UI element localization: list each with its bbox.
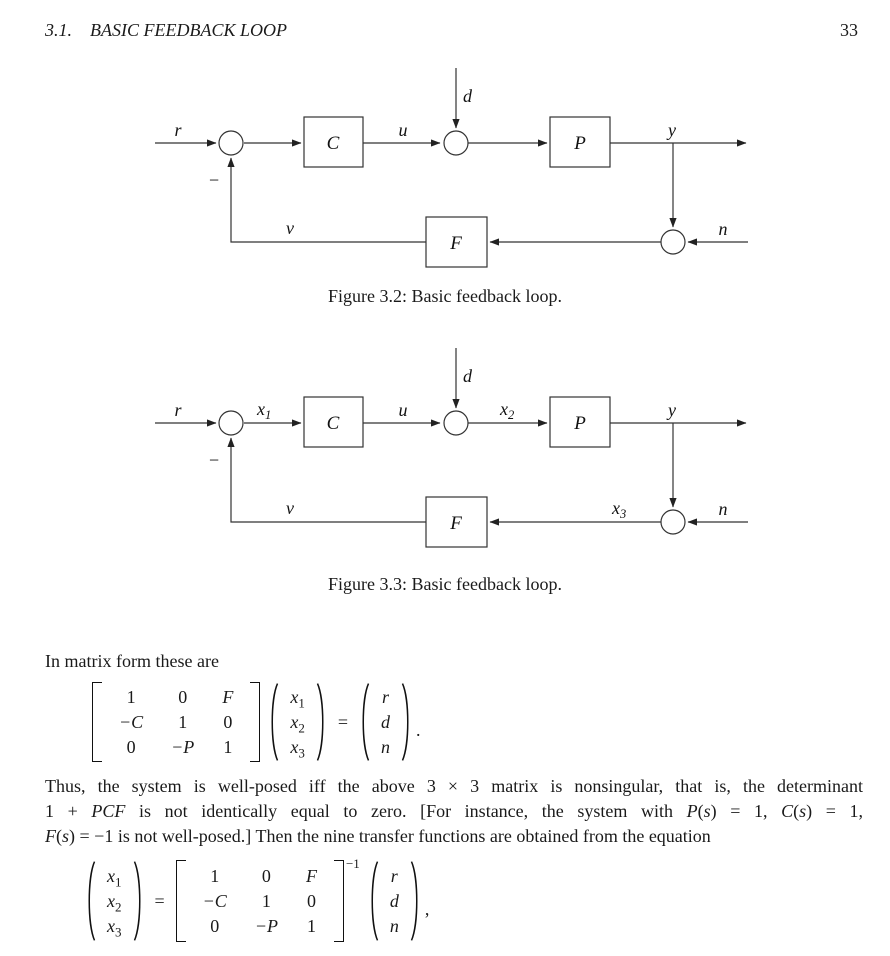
label-x2: $x_2$ (500, 399, 515, 422)
right-paren (401, 682, 412, 762)
summing-junction-disturbance (444, 131, 468, 155)
matrix-cell: 1 (210, 865, 220, 886)
figure-3-3-diagram (0, 340, 890, 570)
spacer (260, 681, 268, 763)
matrix-cell: 0 (126, 736, 136, 757)
label-block-F: F (450, 513, 462, 534)
matrix-cell: 0 (178, 686, 188, 707)
vector-cell: d (389, 890, 399, 911)
intro-text: In matrix form these are (45, 651, 219, 671)
vector-cell: n (380, 736, 390, 757)
label-x1: $x_1$ (257, 399, 272, 422)
vector-cell: $x_1$ (290, 686, 305, 711)
equation-comma: , (424, 898, 430, 919)
label-v: v (286, 498, 294, 518)
matrix-cell: 1 (126, 686, 136, 707)
matrix-cell: F (305, 865, 317, 886)
label-block-P: P (574, 133, 586, 154)
label-block-C: C (326, 133, 340, 154)
inverse-exponent: −1 (345, 856, 360, 871)
label-block-P: P (574, 413, 586, 434)
system-matrix (189, 859, 331, 943)
left-square-bracket (176, 860, 186, 942)
matrix-cell: 1 (306, 915, 316, 936)
left-paren (268, 682, 279, 762)
right-square-bracket (334, 860, 344, 942)
matrix-cell: 1 (178, 711, 188, 732)
vector-cell: $x_1$ (107, 865, 122, 890)
label-d: d (463, 366, 472, 386)
v-return-line (231, 438, 426, 522)
vector-cell: $x_2$ (107, 890, 122, 915)
label-u: u (398, 120, 408, 140)
page-header (45, 20, 858, 41)
matrix-cell: 0 (223, 711, 233, 732)
vector-cell: d (380, 711, 390, 732)
v-return-line (231, 158, 426, 242)
vector-cell: $x_2$ (290, 711, 305, 736)
state-vector (96, 859, 133, 943)
spacer (360, 859, 368, 943)
vector-cell: r (381, 686, 389, 707)
label-block-C: C (326, 413, 340, 434)
vector-cell: $x_3$ (290, 736, 305, 761)
equals-sign: = (337, 711, 348, 732)
summing-junction-noise (661, 510, 685, 534)
label-y: y (668, 120, 676, 140)
left-paren (85, 860, 96, 942)
matrix-cell: 1 (223, 736, 233, 757)
summing-junction-disturbance (444, 411, 468, 435)
vector-cell: n (389, 915, 399, 936)
paragraph-line: 1 + PCF is not identically equal to zero. [For instance, the system with P(s) = 1, C(s) = 1, (45, 801, 863, 821)
vector-cell: r (390, 865, 398, 886)
body-paragraph (45, 774, 863, 849)
minus-sign: − (207, 170, 221, 190)
input-vector (379, 859, 410, 943)
label-n: n (718, 219, 728, 239)
matrix-cell: −P (254, 915, 278, 936)
matrix-cell: 0 (210, 915, 220, 936)
paragraph-line: Thus, the system is well-posed iff the above 3 × 3 matrix is nonsingular, that is, the determinant (45, 776, 863, 796)
left-paren (368, 860, 379, 942)
matrix-cell: −C (119, 711, 144, 732)
vector-cell: $x_3$ (107, 915, 122, 940)
system-matrix (105, 681, 247, 763)
label-x3: $x_3$ (612, 498, 627, 521)
label-u: u (398, 400, 408, 420)
label-r: r (174, 400, 182, 420)
label-n: n (718, 499, 728, 519)
section-title: BASIC FEEDBACK LOOP (90, 20, 287, 40)
matrix-equation-1 (92, 681, 420, 763)
input-vector (370, 681, 401, 763)
label-r: r (174, 120, 182, 140)
state-vector (279, 681, 316, 763)
matrix-cell: −P (171, 736, 195, 757)
left-paren (359, 682, 370, 762)
label-d: d (463, 86, 472, 106)
section-number: 3.1. (45, 20, 72, 40)
page-number: 33 (840, 20, 858, 40)
minus-sign: − (207, 450, 221, 470)
matrix-cell: 0 (306, 890, 316, 911)
summing-junction-input (219, 411, 243, 435)
matrix-cell: F (222, 686, 234, 707)
matrix-equation-2 (85, 856, 430, 943)
right-paren (410, 860, 421, 942)
right-paren (316, 682, 327, 762)
label-v: v (286, 218, 294, 238)
right-paren (133, 860, 144, 942)
label-block-F: F (450, 233, 462, 254)
matrix-cell: −C (202, 890, 227, 911)
summing-junction-noise (661, 230, 685, 254)
equation-period: . (415, 719, 421, 740)
running-title (45, 20, 287, 41)
matrix-cell: 1 (261, 890, 271, 911)
equals-sign: = (154, 890, 165, 911)
left-square-bracket (92, 682, 102, 762)
figure-3-2-diagram (0, 60, 890, 290)
figure-3-3-caption: Figure 3.3: Basic feedback loop. (328, 574, 562, 594)
paragraph-line: F(s) = −1 is not well-posed.] Then the nine transfer functions are obtained from the equation (45, 826, 711, 846)
matrix-cell: 0 (261, 865, 271, 886)
figure-3-2-caption: Figure 3.2: Basic feedback loop. (328, 286, 562, 306)
label-y: y (668, 400, 676, 420)
summing-junction-input (219, 131, 243, 155)
right-square-bracket (250, 682, 260, 762)
